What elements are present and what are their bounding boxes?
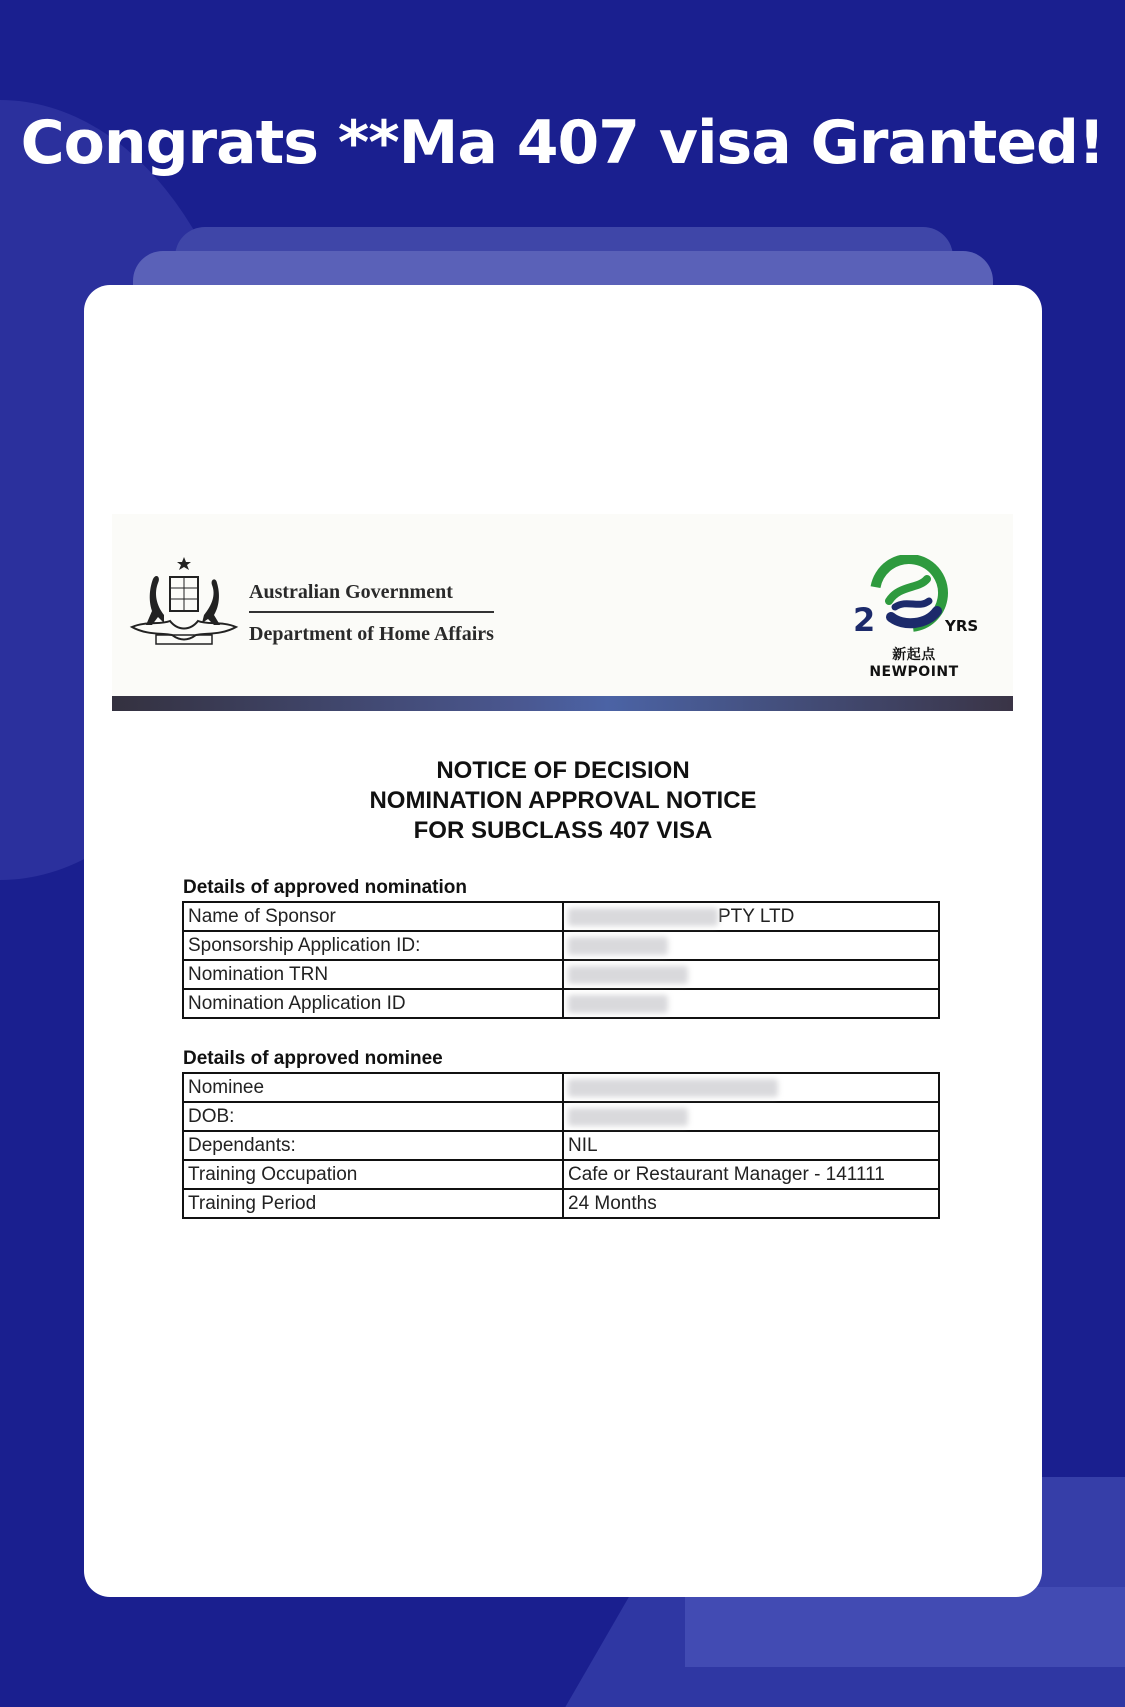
row-label: Sponsorship Application ID: [183, 931, 563, 960]
row-label: Name of Sponsor [183, 902, 563, 931]
department-name: Department of Home Affairs [249, 623, 494, 645]
row-value: PTY LTD [563, 902, 939, 931]
row-label: Dependants: [183, 1131, 563, 1160]
row-label: Nomination Application ID [183, 989, 563, 1018]
table-row [183, 1160, 939, 1189]
row-label: Nomination TRN [183, 960, 563, 989]
table-row [183, 1102, 939, 1131]
government-name: Australian Government [249, 581, 494, 613]
row-value [563, 960, 939, 989]
row-value [563, 1073, 939, 1102]
notice-title-line-1: NOTICE OF DECISION [436, 757, 690, 784]
agency-name: 新起点NEWPOINT [869, 647, 959, 680]
notice-title-line-2: NOMINATION APPROVAL NOTICE [369, 787, 757, 814]
row-label: Training Occupation [183, 1160, 563, 1189]
row-label: Nominee [183, 1073, 563, 1102]
table-row [183, 1073, 939, 1102]
letterhead-divider [112, 696, 1013, 711]
row-value [563, 931, 939, 960]
row-value [563, 989, 939, 1018]
row-label: Training Period [183, 1189, 563, 1218]
coat-of-arms-icon [126, 555, 242, 647]
headline: Congrats **Ma 407 visa Granted! [20, 108, 1105, 178]
svg-text:YRS: YRS [945, 617, 979, 635]
table-row [183, 989, 939, 1018]
row-value: 24 Months [563, 1189, 939, 1218]
notice-title-line-3: FOR SUBCLASS 407 VISA [413, 817, 713, 844]
table-row [183, 1131, 939, 1160]
table-row [183, 1189, 939, 1218]
table-row [183, 960, 939, 989]
row-value: Cafe or Restaurant Manager - 141111 [563, 1160, 939, 1189]
table-row [183, 931, 939, 960]
newpoint-logo-icon [849, 555, 979, 635]
nominee-table [182, 1072, 940, 1219]
nomination-section-title: Details of approved nomination [183, 877, 467, 898]
background-glow-bottom [565, 1587, 1125, 1707]
nomination-table [182, 901, 940, 1019]
svg-text:2: 2 [853, 601, 876, 635]
document-card [84, 285, 1042, 1597]
table-row [183, 902, 939, 931]
row-value: NIL [563, 1131, 939, 1160]
row-value [563, 1102, 939, 1131]
row-label: DOB: [183, 1102, 563, 1131]
nominee-section-title: Details of approved nominee [183, 1048, 443, 1069]
